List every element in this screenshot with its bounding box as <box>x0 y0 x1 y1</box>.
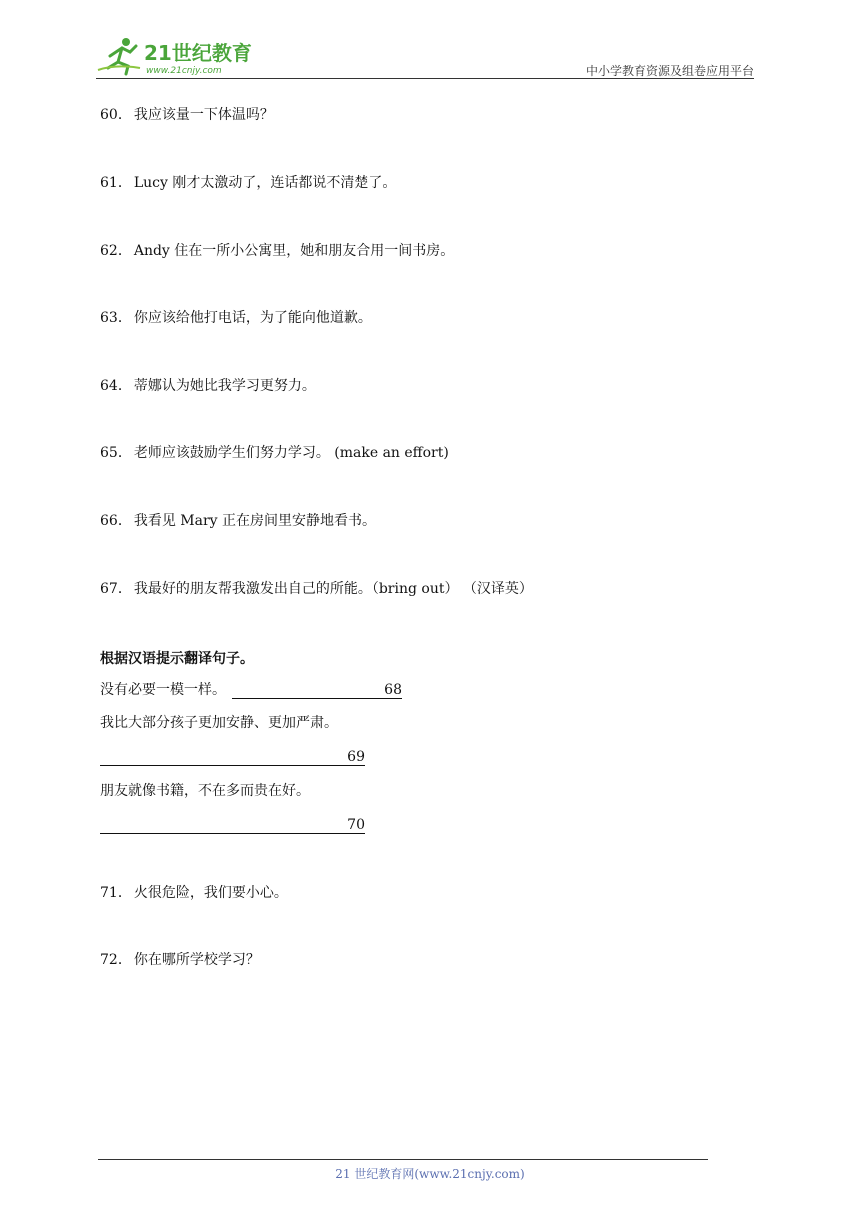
header-divider <box>96 78 754 79</box>
translate-item-68: 没有必要一模一样。 68 <box>100 682 402 698</box>
question-61: 61． Lucy 刚才太激动了，连话都说不清楚了。 <box>100 175 397 191</box>
svg-text:21世纪教育: 21世纪教育 <box>144 41 252 65</box>
question-60: 60． 我应该量一下体温吗？ <box>100 107 274 123</box>
question-72: 72． 你在哪所学校学习？ <box>100 952 260 968</box>
logo-icon <box>96 34 256 78</box>
question-71: 71． 火很危险，我们要小心。 <box>100 885 288 901</box>
translate-item-69 <box>100 748 365 766</box>
page-header <box>96 34 754 78</box>
section-title: 根据汉语提示翻译句子。 <box>100 651 254 667</box>
footer-divider <box>98 1159 708 1160</box>
header-platform-text: 中小学教育资源及组卷应用平台 <box>585 64 754 78</box>
translate-item-69-prompt: 我比大部分孩子更加安静、更加严肃。 <box>100 715 338 731</box>
answer-blank-69[interactable]: 69 <box>100 749 365 766</box>
question-65: 65． 老师应该鼓励学生们努力学习。 (make an effort) <box>100 445 449 461</box>
question-63: 63． 你应该给他打电话，为了能向他道歉。 <box>100 310 372 326</box>
answer-blank-70[interactable]: 70 <box>100 817 365 834</box>
question-67: 67． 我最好的朋友帮我激发出自己的所能。（bring out） （汉译英） <box>100 581 533 597</box>
question-66: 66． 我看见 Mary 正在房间里安静地看书。 <box>100 513 377 529</box>
question-62: 62． Andy 住在一所小公寓里，她和朋友合用一间书房。 <box>100 243 455 259</box>
answer-blank-68[interactable]: 68 <box>232 682 402 699</box>
translate-item-70-prompt: 朋友就像书籍，不在多而贵在好。 <box>100 783 310 799</box>
footer-text: 21 世纪教育网(www.21cnjy.com) <box>335 1167 525 1181</box>
svg-text:www.21cnjy.com: www.21cnjy.com <box>146 66 222 76</box>
question-64: 64． 蒂娜认为她比我学习更努力。 <box>100 378 316 394</box>
translate-item-70 <box>100 816 365 834</box>
